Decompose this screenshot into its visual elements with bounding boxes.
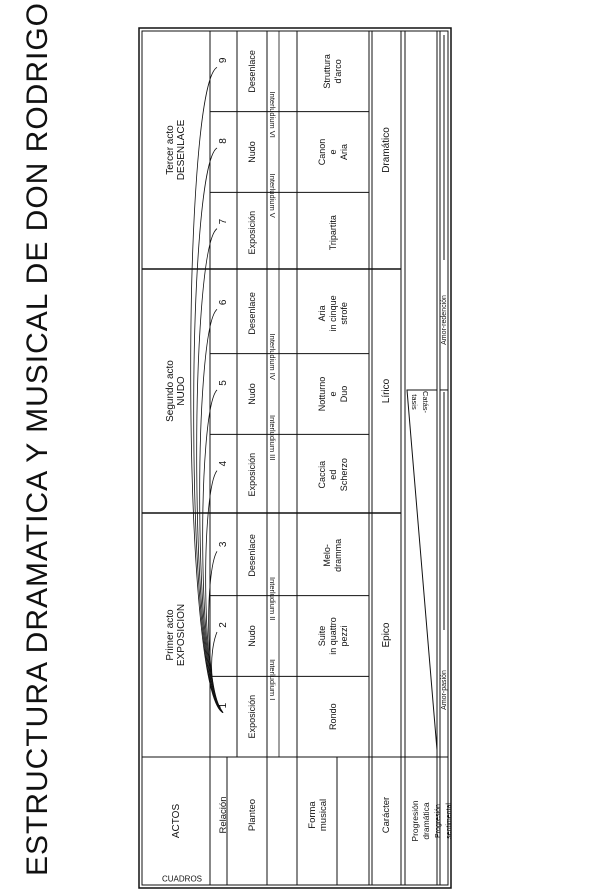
amor-pasion-label: Amor-pasión — [440, 670, 448, 710]
planteo-9: Desenlace — [246, 50, 257, 93]
caracter-1: Epico — [381, 622, 392, 648]
relacion-number-3: 3 — [218, 541, 229, 548]
interludium-1: Interludium I — [268, 658, 278, 701]
interludium-2: Interludium II — [268, 577, 278, 621]
row-label-caracter: Carácter — [381, 796, 392, 834]
act-3-label: Tercer acto DESENLACE — [165, 119, 187, 181]
planteo-5: Nudo — [246, 383, 257, 405]
actos-header: ACTOS — [170, 803, 182, 839]
relacion-number-4: 4 — [218, 460, 229, 467]
dramatic-progression-line — [407, 390, 437, 750]
row-label-progresion-dramatica: Progresión dramática — [410, 800, 431, 842]
forma-9: Struttura d'arco — [322, 54, 343, 89]
relacion-number-1: 1 — [218, 702, 229, 709]
caracter-2: Lírico — [381, 378, 392, 404]
planteo-7: Exposición — [246, 210, 257, 255]
planteo-3: Desenlace — [246, 534, 257, 577]
forma-6: Aria in cinque strofe — [316, 295, 349, 332]
row-label-relacion: Relación — [218, 796, 229, 834]
forma-4: Caccia ed Scherzo — [316, 458, 349, 492]
row-label-planteo: Planteo — [246, 798, 258, 832]
structure-table — [137, 27, 454, 890]
act-1-label: Primer acto EXPOSICION — [165, 603, 187, 667]
planteo-8: Nudo — [246, 141, 257, 163]
caracter-3: Dramático — [381, 127, 392, 173]
relacion-number-7: 7 — [218, 218, 229, 225]
planteo-2: Nudo — [246, 625, 257, 647]
planteo-6: Desenlace — [246, 292, 257, 335]
row-label-progresion-sentimental: Progresión sentimental — [435, 803, 453, 839]
cuadros-label: CUADROS — [161, 874, 202, 884]
interludium-5: Interludium V — [268, 173, 278, 218]
amor-redencion-label: Amor-redención — [440, 295, 448, 345]
relacion-number-2: 2 — [218, 622, 229, 628]
interludium-3: Interludium III — [268, 414, 278, 461]
row-label-forma: Forma musical — [307, 798, 329, 832]
forma-2: Suite in quattro pezzi — [316, 617, 349, 655]
forma-1: Rondo — [327, 703, 338, 730]
planteo-1: Exposición — [246, 694, 257, 739]
interludium-4: Interludium IV — [268, 333, 278, 380]
planteo-4: Exposición — [246, 452, 257, 497]
page-title: ESTRUCTURA DRAMATICA Y MUSICAL DE DON RODRIGO — [21, 2, 54, 876]
relacion-number-6: 6 — [218, 299, 229, 306]
relacion-number-8: 8 — [218, 138, 229, 144]
forma-8: Canon e Aria — [316, 138, 349, 166]
act-2-label: Segundo acto NUDO — [165, 360, 187, 422]
interludium-6: Interludium VI — [268, 91, 278, 138]
forma-5: Notturno e Duo — [316, 376, 349, 412]
forma-7: Tripartita — [327, 215, 338, 251]
forma-3: Melo- dramma — [322, 538, 343, 572]
relacion-number-5: 5 — [218, 380, 229, 386]
catastasis-label: Catás- tasis — [410, 390, 430, 414]
relacion-number-9: 9 — [218, 57, 229, 64]
